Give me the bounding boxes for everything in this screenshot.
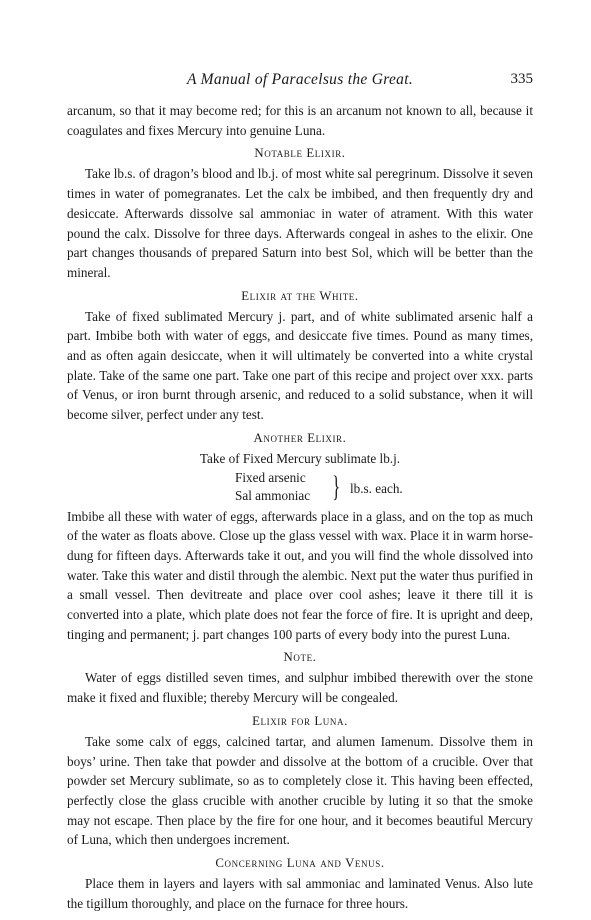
brace-items <box>235 469 310 505</box>
section-heading: Elixir for Luna. <box>252 713 348 728</box>
recipe-line: Take of Fixed Mercury sublimate lb.j. <box>199 450 401 466</box>
brace-label: lb.s. each. <box>350 480 403 496</box>
paragraph: arcanum, so that it may become red; for this is an arcanum not known to all, because it coagulates and fixes Mercury into genuine Luna. <box>67 103 533 138</box>
section-heading: Concerning Luna and Venus. <box>215 856 385 871</box>
paragraph: Place them in layers and layers with sal ammoniac and laminated Venus. Also lute the tigillum thoroughly, and place on the furnace for three hours. <box>67 876 533 911</box>
brace-item: Sal ammoniac <box>235 487 311 503</box>
book-page <box>67 0 533 920</box>
section-heading: Notable Elixir. <box>254 146 346 161</box>
section-heading: Note. <box>283 650 317 665</box>
ingredient-brace-group <box>67 469 533 507</box>
page-header <box>67 70 533 94</box>
paragraph: Imbibe all these with water of eggs, afterwards place in a glass, and on the top as much of the water as floats above. Close up the glass vessel with wax. Place it in warm horse-dung for fifteen days. Afterwards take it out, and you will find the whole dissolved into water. Take this water and distil through the alembic. Next put the water thus purified in a small vessel. Then devitreate and place over cool ashes; leave it there till it is converted into a plate, which plate does not fear the force of fire. It is upright and deep, tinging and permanent; j. part changes 100 parts of every body into the purest Luna. <box>67 508 533 642</box>
paragraph: Take of fixed sublimated Mercury j. part, and of white sublimated arsenic half a part. Imbibe both with water of eggs, and desiccate five times. Pound as many times, and as often again desiccate, when it will ultimately be converted into a white crystal plate. Take of the same one part. Take one part of this recipe and project over xxx. parts of Venus, or iron burnt through arsenic, and reduced to a solid substance, when it will become silver, perfect under any test. <box>67 308 533 423</box>
paragraph: Take lb.s. of dragon’s blood and lb.j. of most white sal peregrinum. Dissolve it seven times in water of pomegranates. Let the calx be imbibed, and then frequently dry and desiccate. Afterwards dissolve sal ammoniac in water of atrament. With this water pound the calx. Dissolve for three days. Afterwards congeal in ashes to the elixir. One part changes thousands of prepared Saturn into best Sol, which will be better than the mineral. <box>67 166 533 280</box>
section-heading: Elixir at the White. <box>241 288 359 303</box>
paragraph: Water of eggs distilled seven times, and sulphur imbibed therewith over the stone make it fixed and fluxible; thereby Mercury will be congealed. <box>67 670 533 706</box>
paragraph: Take some calx of eggs, calcined tartar, and alumen Iamenum. Dissolve them in boys’ urine. Then take that powder and dissolve at the bottom of a crucible. Over that powder set Mercury sublimate, so as to completely close it. This having been effected, perfectly close the glass crucible with another crucible by luting it so that the smoke may not escape. Then place by the fire for one hour, and it becomes beautiful Mercury of Luna, which then undergoes increment. <box>67 733 533 848</box>
right-brace-icon: } <box>332 469 341 503</box>
brace-item: Fixed arsenic <box>235 469 306 485</box>
page-number: 335 <box>510 71 533 87</box>
page-body <box>67 101 533 914</box>
section-heading: Another Elixir. <box>253 430 347 445</box>
running-title: A Manual of Paracelsus the Great. <box>186 71 413 88</box>
